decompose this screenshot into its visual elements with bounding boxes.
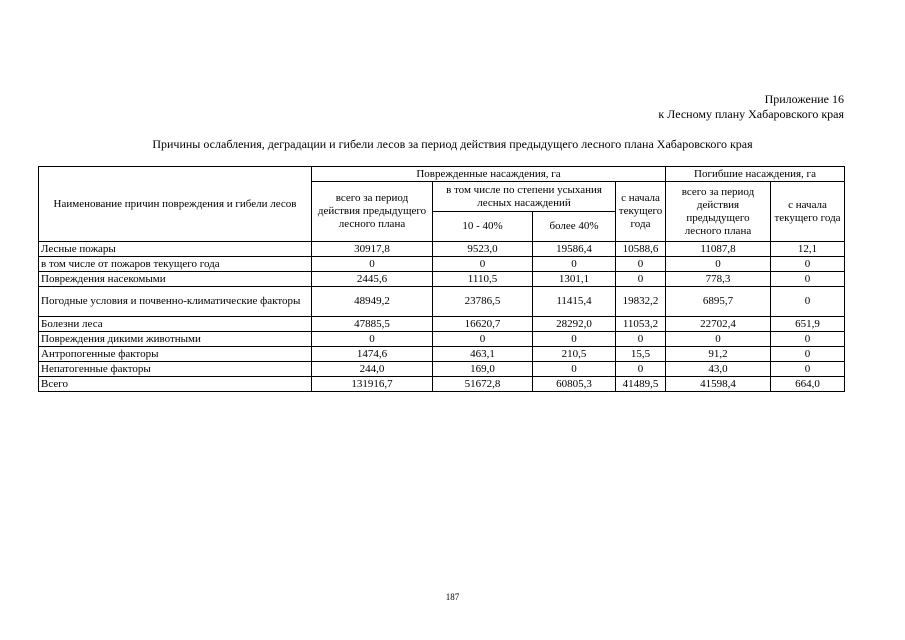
table-row [39, 347, 845, 362]
cause-name-cell: Болезни леса [39, 317, 312, 332]
page-number: 187 [445, 592, 460, 602]
header-damaged-group: Поврежденные насаждения, га [312, 167, 666, 182]
value-cell: 19832,2 [616, 287, 666, 317]
value-cell: 60805,3 [533, 377, 616, 392]
value-cell: 778,3 [666, 272, 771, 287]
value-cell: 210,5 [533, 347, 616, 362]
value-cell: 51672,8 [433, 377, 533, 392]
table-row [39, 287, 845, 317]
header-cause-name: Наименование причин повреждения и гибели лесов [39, 167, 312, 242]
table-row [39, 242, 845, 257]
value-cell: 244,0 [312, 362, 433, 377]
value-cell: 169,0 [433, 362, 533, 377]
value-cell: 9523,0 [433, 242, 533, 257]
value-cell: 1110,5 [433, 272, 533, 287]
header-damaged-total: всего за период действия предыдущего лесного плана [312, 182, 433, 242]
value-cell: 91,2 [666, 347, 771, 362]
table-row [39, 362, 845, 377]
header-degree-over-40: более 40% [533, 212, 616, 242]
value-cell: 0 [616, 257, 666, 272]
value-cell: 41489,5 [616, 377, 666, 392]
value-cell: 11053,2 [616, 317, 666, 332]
value-cell: 43,0 [666, 362, 771, 377]
value-cell: 651,9 [771, 317, 845, 332]
value-cell: 0 [616, 362, 666, 377]
value-cell: 0 [771, 362, 845, 377]
cause-name-cell: Антропогенные факторы [39, 347, 312, 362]
header-dead-since-year: с начала текущего года [771, 182, 845, 242]
value-cell: 0 [771, 257, 845, 272]
value-cell: 47885,5 [312, 317, 433, 332]
value-cell: 0 [616, 332, 666, 347]
value-cell: 0 [771, 347, 845, 362]
header-degree-10-40: 10 - 40% [433, 212, 533, 242]
value-cell: 0 [666, 257, 771, 272]
value-cell: 1301,1 [533, 272, 616, 287]
appendix-reference: к Лесному плану Хабаровского края [658, 107, 844, 121]
value-cell: 463,1 [433, 347, 533, 362]
value-cell: 0 [771, 287, 845, 317]
table-row [39, 377, 845, 392]
cause-name-cell: Повреждения дикими животными [39, 332, 312, 347]
value-cell: 0 [533, 257, 616, 272]
table-body [39, 242, 845, 392]
value-cell: 11087,8 [666, 242, 771, 257]
value-cell: 0 [433, 332, 533, 347]
value-cell: 30917,8 [312, 242, 433, 257]
value-cell: 6895,7 [666, 287, 771, 317]
value-cell: 0 [312, 332, 433, 347]
value-cell: 0 [666, 332, 771, 347]
table-row [39, 332, 845, 347]
header-damaged-degree: в том числе по степени усыхания лесных насаждений [433, 182, 616, 212]
appendix-number: Приложение 16 [764, 92, 844, 106]
value-cell: 19586,4 [533, 242, 616, 257]
value-cell: 664,0 [771, 377, 845, 392]
cause-name-cell: Всего [39, 377, 312, 392]
value-cell: 28292,0 [533, 317, 616, 332]
value-cell: 0 [533, 362, 616, 377]
value-cell: 16620,7 [433, 317, 533, 332]
value-cell: 11415,4 [533, 287, 616, 317]
value-cell: 15,5 [616, 347, 666, 362]
header-dead-group: Погибшие насаждения, га [666, 167, 845, 182]
cause-name-cell: Лесные пожары [39, 242, 312, 257]
value-cell: 23786,5 [433, 287, 533, 317]
value-cell: 48949,2 [312, 287, 433, 317]
causes-table [38, 166, 845, 392]
value-cell: 0 [616, 272, 666, 287]
cause-name-cell: Непатогенные факторы [39, 362, 312, 377]
value-cell: 10588,6 [616, 242, 666, 257]
value-cell: 12,1 [771, 242, 845, 257]
cause-name-cell: в том числе от пожаров текущего года [39, 257, 312, 272]
value-cell: 131916,7 [312, 377, 433, 392]
value-cell: 0 [771, 272, 845, 287]
cause-name-cell: Повреждения насекомыми [39, 272, 312, 287]
value-cell: 1474,6 [312, 347, 433, 362]
header-dead-total: всего за период действия предыдущего лесного плана [666, 182, 771, 242]
table-row [39, 272, 845, 287]
table-row [39, 317, 845, 332]
value-cell: 0 [771, 332, 845, 347]
table-row [39, 257, 845, 272]
value-cell: 0 [433, 257, 533, 272]
value-cell: 22702,4 [666, 317, 771, 332]
value-cell: 0 [312, 257, 433, 272]
header-damaged-since-year: с начала текущего года [616, 182, 666, 242]
value-cell: 2445,6 [312, 272, 433, 287]
value-cell: 41598,4 [666, 377, 771, 392]
document-title: Причины ослабления, деградации и гибели лесов за период действия предыдущего лесного плана Хабаровского края [152, 137, 753, 151]
value-cell: 0 [533, 332, 616, 347]
cause-name-cell: Погодные условия и почвенно-климатические факторы [39, 287, 312, 317]
